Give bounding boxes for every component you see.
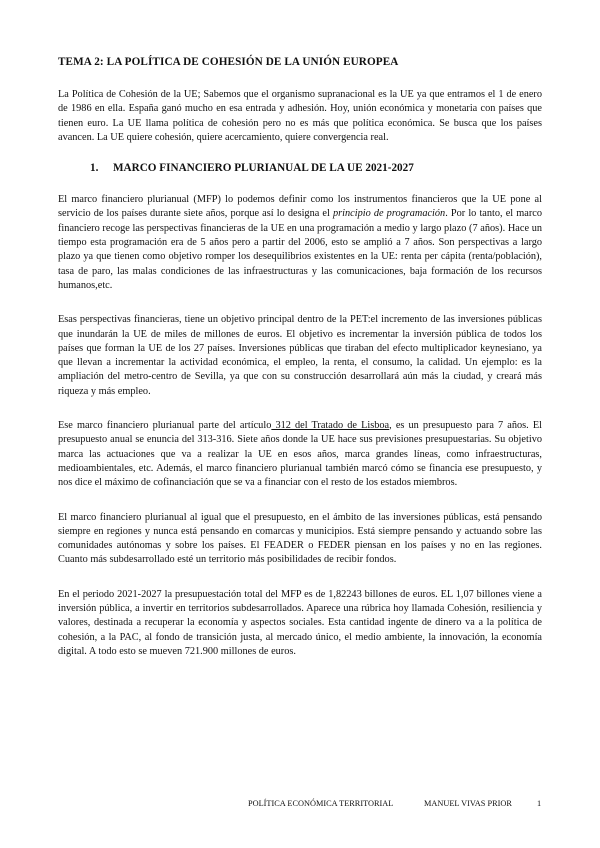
footer-course: POLÍTICA ECONÓMICA TERRITORIAL [248,799,394,808]
section-heading [58,162,542,174]
section-heading-text: MARCO FINANCIERO PLURIANUAL DE LA UE 2021-2027 [113,162,414,175]
emphasis-term: principio de programación [332,208,446,220]
document-body [58,56,542,679]
document-title: TEMA 2: LA POLÍTICA DE COHESIÓN DE LA UNIÓN EUROPEA [58,56,399,68]
treaty-link[interactable]: 312 del Tratado de Lisboa [271,420,390,432]
paragraph-text: El marco financiero plurianual (MFP) lo podemos definir como los instrumentos financieros que la UE pone al servicio de los países durante siete años, porque así lo designa el [58,194,542,220]
paragraph-text: Ese marco financiero plurianual parte del artículo [58,420,272,432]
footer-author: MANUEL VIVAS PRIOR [424,799,512,808]
section-number: 1. [90,162,99,175]
paragraph-financial-perspectives: Esas perspectivas financieras, tiene un objetivo principal dentro de la PET:el incremento de las inversiones públicas que inundarán la UE de miles de millones de euros. El objetivo es incrementar la inversión pública de todos los países que forman la UE de los 27 países. Inversiones públicas que tiraban del efecto multiplicador keynesiano, ya que llevan a incrementar la actividad económica, el empleo, la renta, el consumo, la calidad. Un ejemplo: es la ampliación del metro-centro de Sevilla, ya que con su construcción desarrollará aún más la ciudad, y creará más riqueza y más empleo. [58,314,542,397]
page-number: 1 [537,799,542,808]
paragraph-lisbon-treaty [58,419,542,490]
paragraph-regions: El marco financiero plurianual al igual que el presupuesto, en el ámbito de las inversiones públicas, está pensando siempre en regiones y nunca está pensando en comarcas y municipios. Está siempre pensando y actuando sobre las comunidades autónomas y sobre los países. El FEADER o FEDER piensan en los países y no en las regiones. Cuanto más subdesarrollado esté un territorio más posibilidades de recibir fondos. [58,511,542,566]
intro-paragraph: La Política de Cohesión de la UE; Sabemos que el organismo supranacional es la UE ya que entramos el 1 de enero de 1986 en ella. España ganó mucho en esa entrada y adhesión. Hoy, unión económica y monetaria con países que tienen euro. La UE llama política de cohesión pero no es más que política económica. Se busca que los países avancen. La UE quiere cohesión, quiere acercamiento, quiere convergencia real. [58,89,542,143]
paragraph-text: , es un presupuesto para 7 años. El presupuesto anual se enuncia del 313-316. Siete años donde la UE hace sus previsiones presupuestarias. Su objetivo marca las actuaciones que va a realizar la UE en esos años, marca grandes líneas, como infraestructuras, medioambientales, etc. Además, el marco financiero plurianual también marcó cómo se financia ese presupuesto, y nos dice el máximo de cofinanciación que se va a financiar con el resto de los estados miembros. [58,420,543,489]
paragraph-text: . Por lo tanto, el marco financiero recoge las perspectivas financieras de la UE en una programación a medio y largo plazo (7 años). Hace un tiempo esta programación era de 5 años pero a partir del 2006, esto se amplió a 7 años. Son perspectivas a largo plazo ya que tienen como objetivo romper los desequilibrios existentes en la UE: renta per cápita (renta/población), tasa de paro, las malas condiciones de las infraestructuras y las comunicaciones, baja formación de los recursos humanos,etc. [58,208,542,291]
paragraph-budget-2021-2027: En el periodo 2021-2027 la presupuestación total del MFP es de 1,82243 billones de euros. EL 1,07 billones viene a inversión pública, a invertir en territorios subdesarrollados. Aparece una rúbrica hoy llamada Cohesión, resiliencia y valores, destinada a recuperar la economía y aspectos sociales. Esta cantidad ingente de dinero va a la política de cohesión, a la PAC, al fondo de transición justa, al mercado único, el medio ambiente, la innovación, la economía digital. A todo esto se mueven 721.900 millones de euros. [58,588,542,657]
paragraph-mfp-definition [58,193,542,293]
